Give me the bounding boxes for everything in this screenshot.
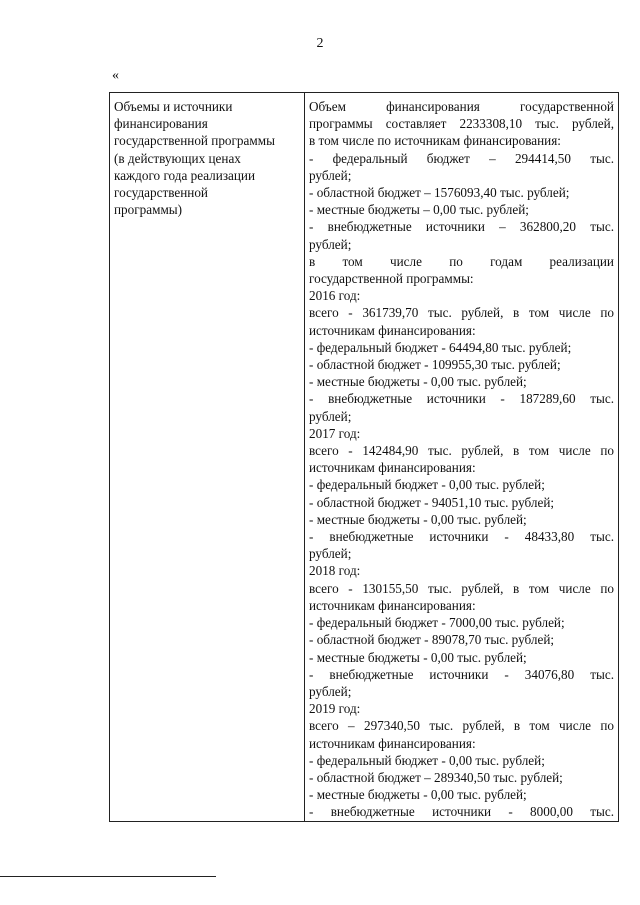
value-line: - областной бюджет – 1576093,40 тыс. рублей;: [309, 185, 570, 201]
row-value-cell: [305, 93, 619, 822]
value-line: - внебюджетные источники - 48433,80 тыс.: [309, 529, 614, 545]
value-line: - внебюджетные источники – 362800,20 тыс.: [309, 219, 614, 235]
value-line: - местные бюджеты - 0,00 тыс. рублей;: [309, 511, 527, 527]
value-line: - внебюджетные источники - 34076,80 тыс.: [309, 666, 614, 682]
footnote-divider: [0, 876, 216, 877]
program-financing-table: [109, 92, 619, 822]
value-line: всего - 142484,90 тыс. рублей, в том числе по: [309, 443, 614, 459]
value-line: в том числе по источникам финансирования:: [309, 133, 561, 149]
table-row: [110, 93, 619, 822]
value-line: - федеральный бюджет - 0,00 тыс. рублей;: [309, 752, 545, 768]
row-label-cell: [110, 93, 305, 822]
value-line: - областной бюджет - 89078,70 тыс. рублей;: [309, 632, 555, 648]
page-number: 2: [316, 36, 324, 51]
value-line: источникам финансирования:: [309, 735, 476, 751]
value-line: всего – 297340,50 тыс. рублей, в том числе по: [309, 718, 614, 734]
value-line: рублей;: [309, 236, 352, 252]
value-line: - областной бюджет – 289340,50 тыс. рублей;: [309, 769, 563, 785]
value-line: - внебюджетные источники - 8000,00 тыс.: [309, 804, 614, 820]
value-line: - местные бюджеты - 0,00 тыс. рублей;: [309, 787, 527, 803]
label-line: (в действующих ценах: [114, 150, 241, 166]
value-line: источникам финансирования:: [309, 322, 476, 338]
value-line: - местные бюджеты – 0,00 тыс. рублей;: [309, 202, 529, 218]
value-line: - федеральный бюджет - 7000,00 тыс. рублей;: [309, 615, 565, 631]
value-line: - внебюджетные источники - 187289,60 тыс.: [309, 391, 614, 407]
value-line: - местные бюджеты - 0,00 тыс. рублей;: [309, 649, 527, 665]
value-line: источникам финансирования:: [309, 460, 476, 476]
opening-quote-mark: «: [112, 68, 119, 83]
value-line: - федеральный бюджет – 294414,50 тыс.: [309, 150, 614, 166]
value-line: 2016 год:: [309, 288, 361, 304]
label-line: государственной: [114, 185, 208, 201]
value-line: рублей;: [309, 546, 352, 562]
value-line: - местные бюджеты - 0,00 тыс. рублей;: [309, 374, 527, 390]
value-line: государственной программы:: [309, 271, 474, 287]
value-line: всего - 130155,50 тыс. рублей, в том числе по: [309, 580, 614, 596]
value-line: всего - 361739,70 тыс. рублей, в том числе по: [309, 305, 614, 321]
value-line: источникам финансирования:: [309, 597, 476, 613]
value-line: - федеральный бюджет - 0,00 тыс. рублей;: [309, 477, 545, 493]
value-line: - областной бюджет - 109955,30 тыс. рублей;: [309, 357, 561, 373]
label-line: государственной программы: [114, 133, 275, 149]
label-line: каждого года реализации: [114, 167, 256, 183]
label-line: финансирования: [114, 116, 208, 132]
value-line: рублей;: [309, 683, 352, 699]
value-line: в том числе по годам реализации: [309, 253, 614, 269]
value-line: 2019 год:: [309, 701, 361, 717]
value-line: - областной бюджет - 94051,10 тыс. рублей;: [309, 494, 555, 510]
label-line: Объемы и источники: [114, 99, 233, 114]
value-line: рублей;: [309, 408, 352, 424]
value-line: программы составляет 2233308,10 тыс. рублей,: [309, 116, 614, 132]
value-line: 2018 год:: [309, 563, 361, 579]
value-line: Объем финансирования государственной: [309, 99, 614, 114]
value-line: рублей;: [309, 167, 352, 183]
label-line: программы): [114, 202, 183, 218]
value-line: - федеральный бюджет - 64494,80 тыс. рублей;: [309, 339, 572, 355]
value-line: 2017 год:: [309, 425, 361, 441]
